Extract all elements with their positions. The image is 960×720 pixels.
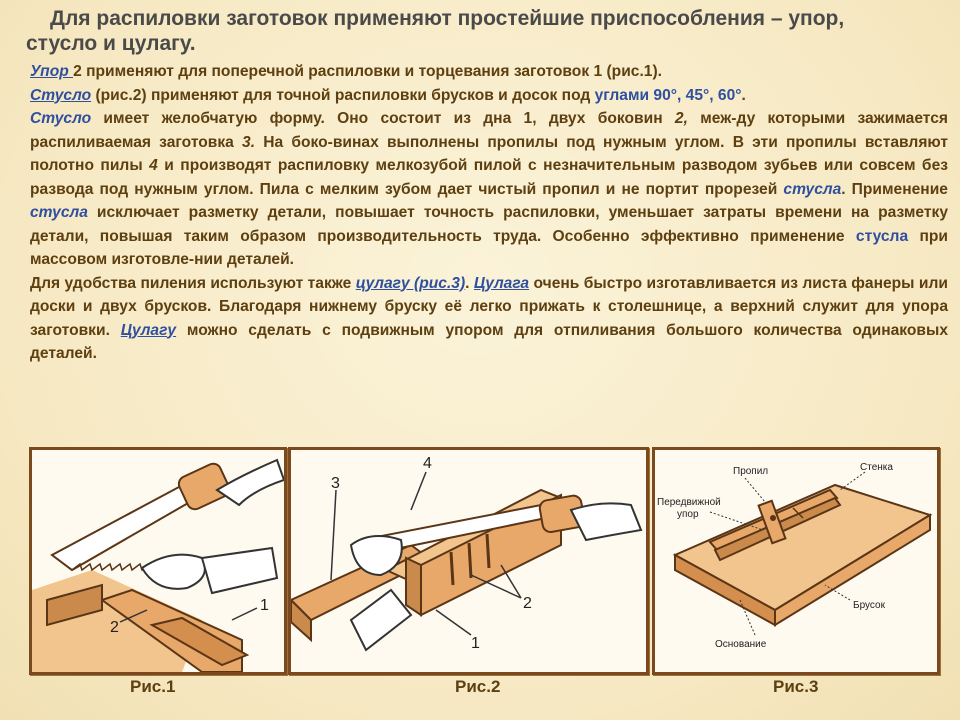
label-propil: Пропил	[733, 466, 769, 477]
page-title	[26, 6, 946, 56]
text: Для удобства пиления используют также	[30, 274, 356, 292]
body-text	[30, 60, 948, 366]
paragraph-upor	[30, 60, 948, 84]
figure-1-illustration	[32, 450, 284, 672]
angles-text: углами 90°, 45°, 60°	[594, 86, 742, 104]
keyword-stuslo: стусла	[855, 227, 909, 245]
text: 4	[149, 157, 158, 174]
text: применяют для поперечной распиловки и торцевания заготовок 1 (рис.1).	[81, 63, 662, 80]
label-stenka: Стенка	[860, 462, 893, 473]
label-3: 3	[331, 475, 340, 492]
caption-figure-3: Рис.3	[773, 677, 819, 696]
caption-figure-2: Рис.2	[455, 677, 501, 696]
title-line-2: стусло и цулагу.	[26, 32, 196, 55]
text: .	[465, 274, 474, 292]
keyword-stuslo: стусла	[783, 180, 842, 198]
keyword-upor: Упор	[30, 63, 74, 80]
text: . Применение	[841, 180, 948, 198]
text: 3.	[242, 133, 256, 151]
paragraph-stuslo-description	[30, 107, 948, 272]
keyword-stuslo: стусла	[30, 204, 88, 221]
label-movable: Передвижной	[657, 497, 721, 508]
title-line-1: Для распиловки заготовок применяют простейшие приспособления – упор,	[50, 7, 845, 30]
label-2: 2	[523, 595, 532, 612]
text: при массовом изготовле-нии деталей.	[30, 227, 948, 268]
label-4: 4	[423, 455, 432, 472]
keyword-tsulaga: цулагу (рис.3)	[355, 274, 466, 292]
text: и производят распиловку мелкозубой пилой с незначительным разводом зубьев или совсем без развода под нужным углом. Пила с мелким зубом дает чистый пропил и не портит прорезей	[30, 157, 948, 198]
label-1: 1	[260, 597, 269, 614]
text: 2	[73, 63, 82, 80]
text: На боко-винах выполнены пропилы под нужным углом. В эти пропилы вставляют полотно пилы	[30, 133, 948, 174]
keyword-stuslo: Стусло	[30, 110, 92, 127]
label-2: 2	[110, 619, 119, 636]
label-osnovanie: Основание	[715, 639, 767, 650]
text: .	[741, 86, 746, 104]
figure-3-bench-hook	[652, 447, 940, 675]
paragraph-tsulaga	[30, 272, 948, 366]
keyword-tsulaga: Цулага	[473, 274, 530, 292]
figure-2-illustration	[291, 450, 646, 672]
figure-2-miter-box	[288, 447, 649, 675]
caption-figure-1: Рис.1	[130, 677, 176, 696]
keyword-stuslo: Стусло	[30, 86, 92, 104]
label-brusok: Брусок	[853, 600, 885, 611]
figure-1-saw-stop	[29, 447, 287, 675]
text: очень быстро изготавливается из листа фанеры или доски и двух брусков. Благодаря нижнему бруску её легко прижать к столешнице, а верхний служит для упора заготовки.	[30, 274, 948, 339]
keyword-tsulaga: Цулагу	[120, 321, 177, 339]
figure-3-illustration	[655, 450, 937, 672]
label-1: 1	[471, 635, 480, 652]
paragraph-stuslo-intro	[30, 84, 948, 108]
text: имеет желобчатую форму. Оно состоит из дна 1, двух боковин	[91, 110, 675, 127]
label-stop: упор	[677, 509, 699, 520]
text: 2,	[674, 110, 688, 127]
text: (рис.2) применяют для точной распиловки брусков и досок под	[91, 86, 595, 104]
text: меж-ду которыми зажимается распиливаемая заготовка	[30, 110, 949, 151]
text: исключает разметку детали, повышает точность распиловки, уменьшает затраты времени на разметку детали, повышая таким образом производительность труда. Особенно эффективно применение	[30, 204, 948, 245]
text: можно сделать с подвижным упором для отпиливания большого количества одинаковых деталей.	[30, 321, 948, 362]
